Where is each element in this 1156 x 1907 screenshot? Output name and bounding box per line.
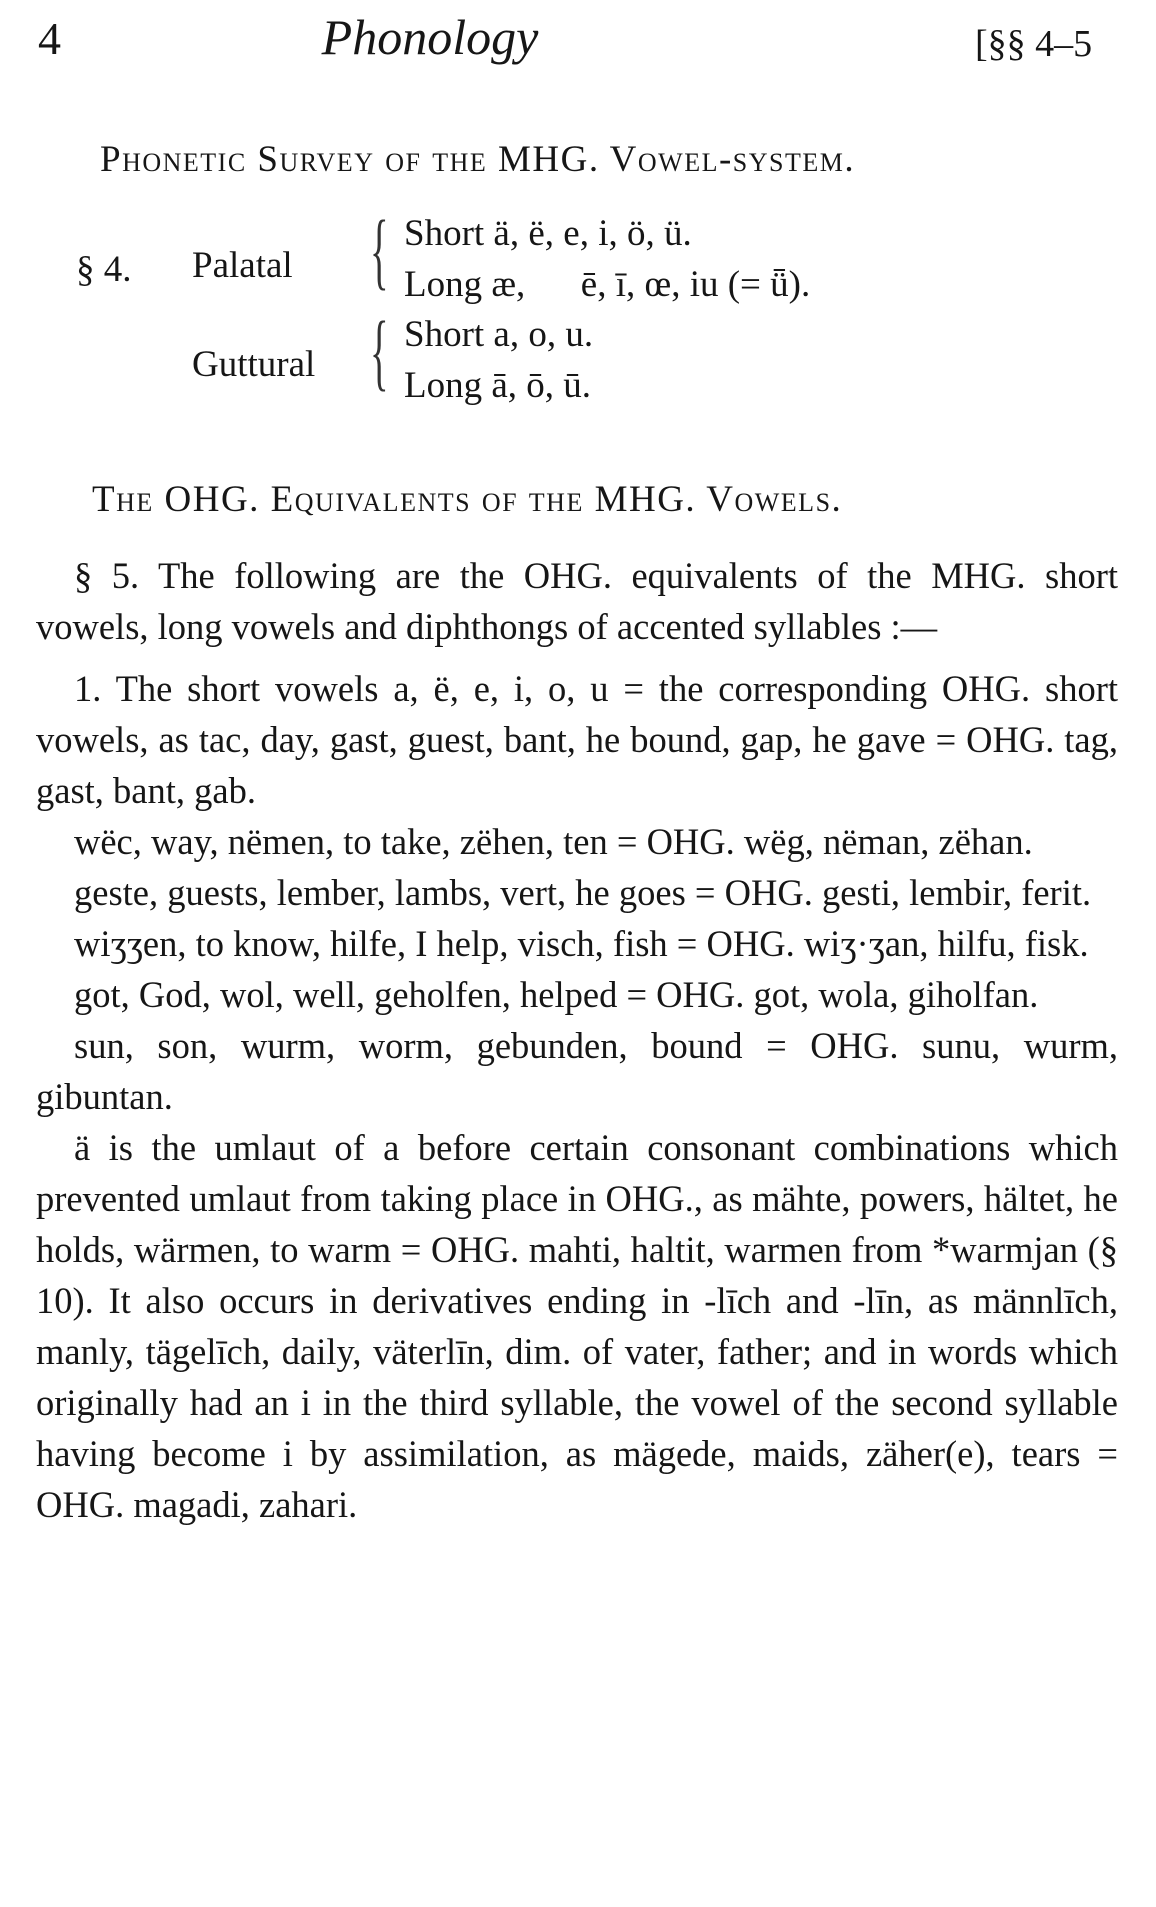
paragraph-section-5: § 5. The following are the OHG. equivalents of the MHG. short vowels, long vowels and diphthongs of accented syllables :— [36, 555, 1118, 647]
section-reference: [§§ 4–5 [975, 23, 1093, 65]
guttural-long-row: Long ā, ō, ū. [404, 365, 592, 406]
guttural-brace: { [370, 303, 389, 399]
paragraph-o-examples: got, God, wol, well, geholfen, helped = OHG. got, wola, giholfan. [74, 974, 1039, 1015]
palatal-long-row: Long æ, ē, ī, œ, iu (= ǖ). [404, 264, 811, 305]
paragraph-e-umlaut-examples: geste, guests, lember, lambs, vert, he goes = OHG. gesti, lembir, ferit. [74, 872, 1092, 913]
paragraph-i-examples: wiʒʒen, to know, hilfe, I help, visch, fish = OHG. wiʒ·ʒan, hilfu, fisk. [74, 923, 1089, 964]
paragraph-short-vowels: 1. The short vowels a, ë, e, i, o, u = the corresponding OHG. short vowels, as tac, day, gast, guest, bant, he bound, gap, he gave = OHG. tag, gast, bant, gab. [36, 668, 1118, 811]
guttural-short-row: Short a, o, u. [404, 314, 594, 355]
paragraph-a-umlaut: ä is the umlaut of a before certain consonant combinations which prevented umlaut from taking place in OHG., as mähte, powers, hältet, he holds, wärmen, to warm = OHG. mahti, haltit, warmen from *warmjan (§ 10). It also occurs in derivatives ending in -līch and -līn, as männlīch, manly, tägelīch, daily, väterlīn, dim. of vater, father; and in words which originally had an i in the third syllable, the vowel of the second syllable having become i by assimilation, as mägede, maids, zäher(e), tears = OHG. magadi, zahari. [36, 1127, 1118, 1525]
running-title: Phonology [321, 9, 539, 65]
paragraph-u-examples: sun, son, wurm, worm, gebunden, bound = OHG. sunu, wurm, gibuntan. [36, 1025, 1118, 1117]
body-text [36, 550, 1118, 1530]
palatal-short-row: Short ä, ë, e, i, ö, ü. [404, 213, 692, 254]
paragraph-e-examples: wëc, way, nëmen, to take, zëhen, ten = OHG. wëg, nëman, zëhan. [74, 821, 1033, 862]
palatal-label: Palatal [192, 245, 293, 286]
guttural-label: Guttural [192, 344, 316, 385]
vowel-survey-heading: Phonetic Survey of the MHG. Vowel-system. [100, 139, 856, 180]
palatal-brace: { [370, 202, 389, 298]
section-number-4: § 4. [76, 249, 132, 290]
equivalents-heading: The OHG. Equivalents of the MHG. Vowels. [92, 479, 843, 520]
page-number: 4 [38, 13, 61, 64]
